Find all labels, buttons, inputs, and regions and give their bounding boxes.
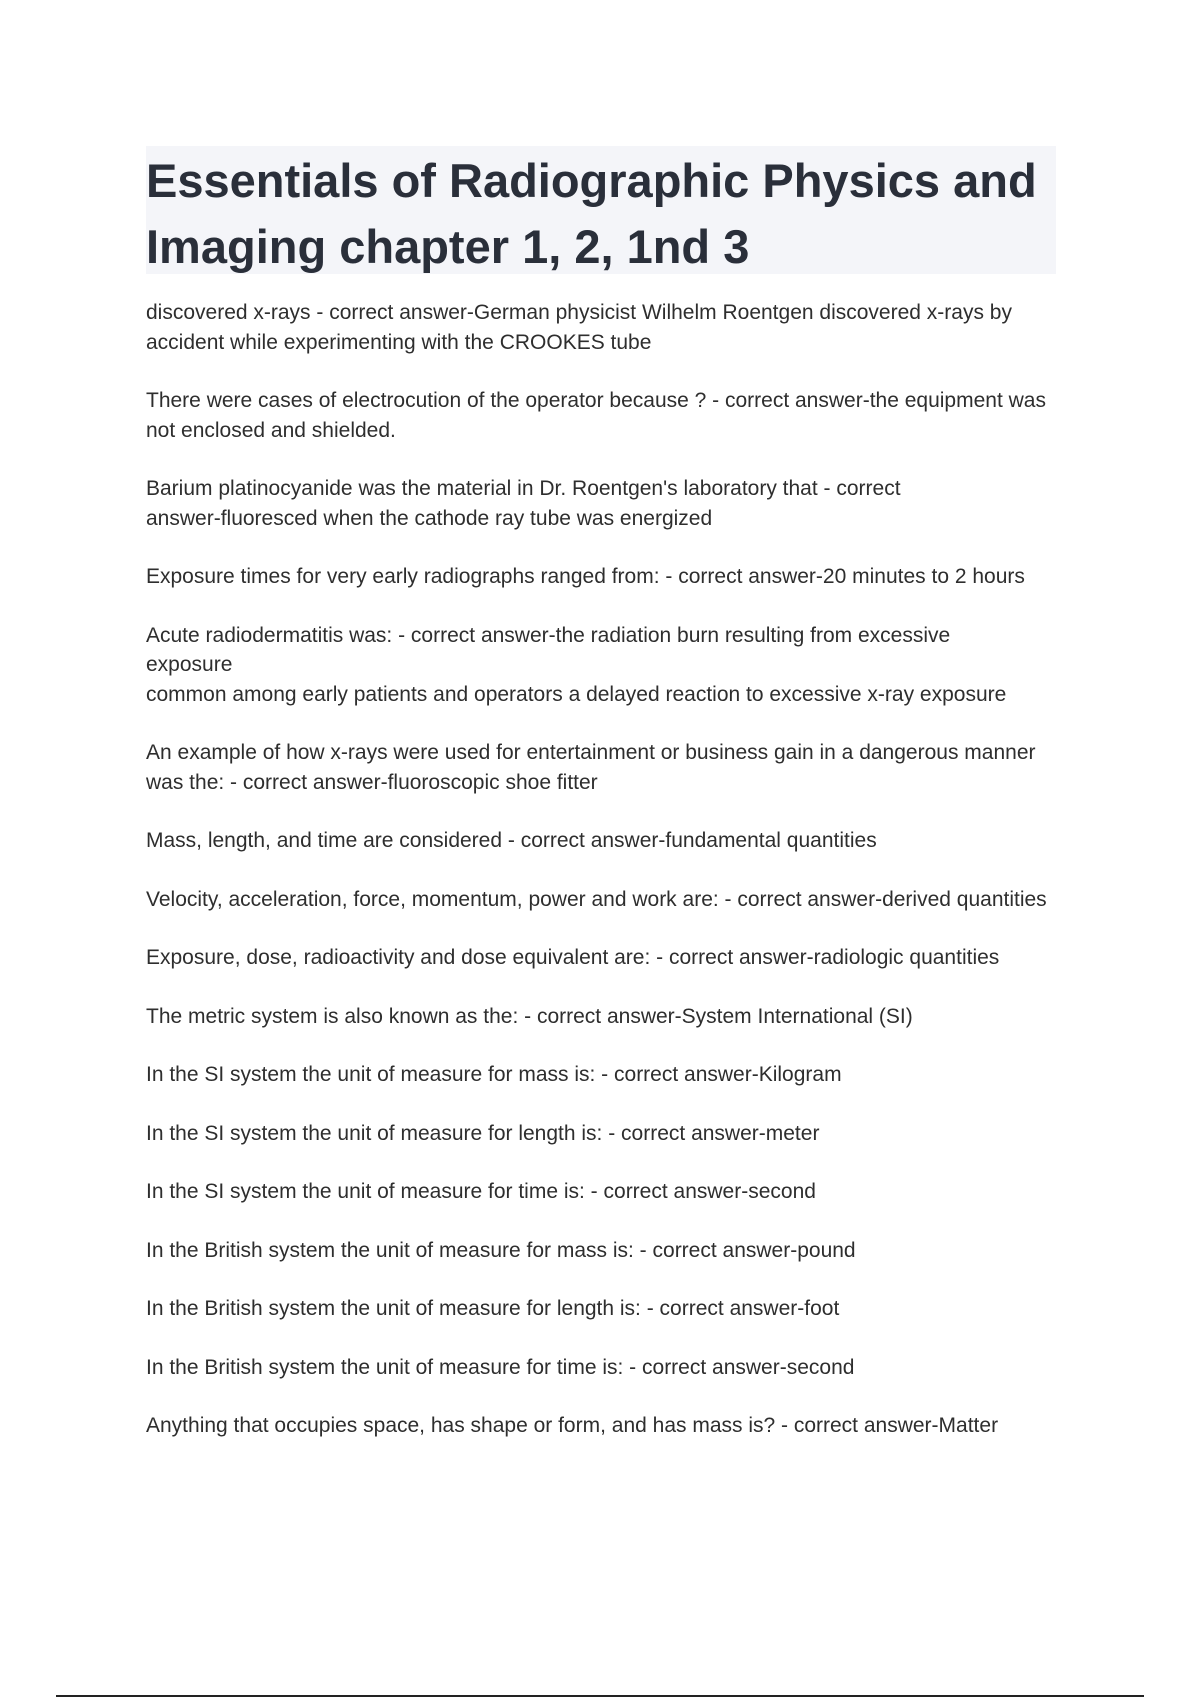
qa-item: Exposure times for very early radiographs ranged from: - correct answer-20 minutes to 2 hours <box>146 565 1025 588</box>
document-title: Essentials of Radiographic Physics and Imaging chapter 1, 2, 1nd 3 <box>146 154 1037 273</box>
qa-item: In the British system the unit of measure for mass is: - correct answer-pound <box>146 1238 856 1262</box>
qa-item: An example of how x-rays were used for entertainment or business gain in a dangerous manner was the: - correct answer-fluoroscopic shoe fitter <box>146 741 1036 794</box>
qa-item: In the British system the unit of measure for length is: - correct answer-foot <box>146 1297 840 1320</box>
qa-item: The metric system is also known as the: - correct answer-System International (SI) <box>146 1004 913 1028</box>
qa-item: Anything that occupies space, has shape or form, and has mass is? - correct answer-Matter <box>146 1414 999 1437</box>
footer-divider <box>56 1695 1144 1697</box>
title-banner <box>146 146 1056 274</box>
qa-item: Velocity, acceleration, force, momentum, power and work are: - correct answer-derived quantities <box>146 887 1047 911</box>
qa-item: Barium platinocyanide was the material in Dr. Roentgen's laboratory that - correct answer-fluoresced when the cathode ray tube was energized <box>146 477 901 530</box>
qa-item: In the British system the unit of measure for time is: - correct answer-second <box>146 1355 855 1379</box>
qa-item: Mass, length, and time are considered - correct answer-fundamental quantities <box>146 829 877 852</box>
qa-item: There were cases of electrocution of the operator because ? - correct answer-the equipment was not enclosed and shielded. <box>146 389 1046 442</box>
qa-item: In the SI system the unit of measure for length is: - correct answer-meter <box>146 1121 820 1145</box>
qa-item: In the SI system the unit of measure for mass is: - correct answer-Kilogram <box>146 1063 842 1086</box>
qa-item: discovered x-rays - correct answer-German physicist Wilhelm Roentgen discovered x-rays by accident while experimenting with the CROOKES tube <box>146 301 1012 354</box>
qa-item: In the SI system the unit of measure for time is: - correct answer-second <box>146 1180 816 1203</box>
qa-item: Exposure, dose, radioactivity and dose equivalent are: - correct answer-radiologic quantities <box>146 946 1000 969</box>
qa-item: Acute radiodermatitis was: - correct answer-the radiation burn resulting from excessive exposure common among early patients and operators a delayed reaction to excessive x-ray exposure <box>146 623 1007 706</box>
document-page <box>146 146 1056 1470</box>
qa-list <box>146 298 1056 1441</box>
